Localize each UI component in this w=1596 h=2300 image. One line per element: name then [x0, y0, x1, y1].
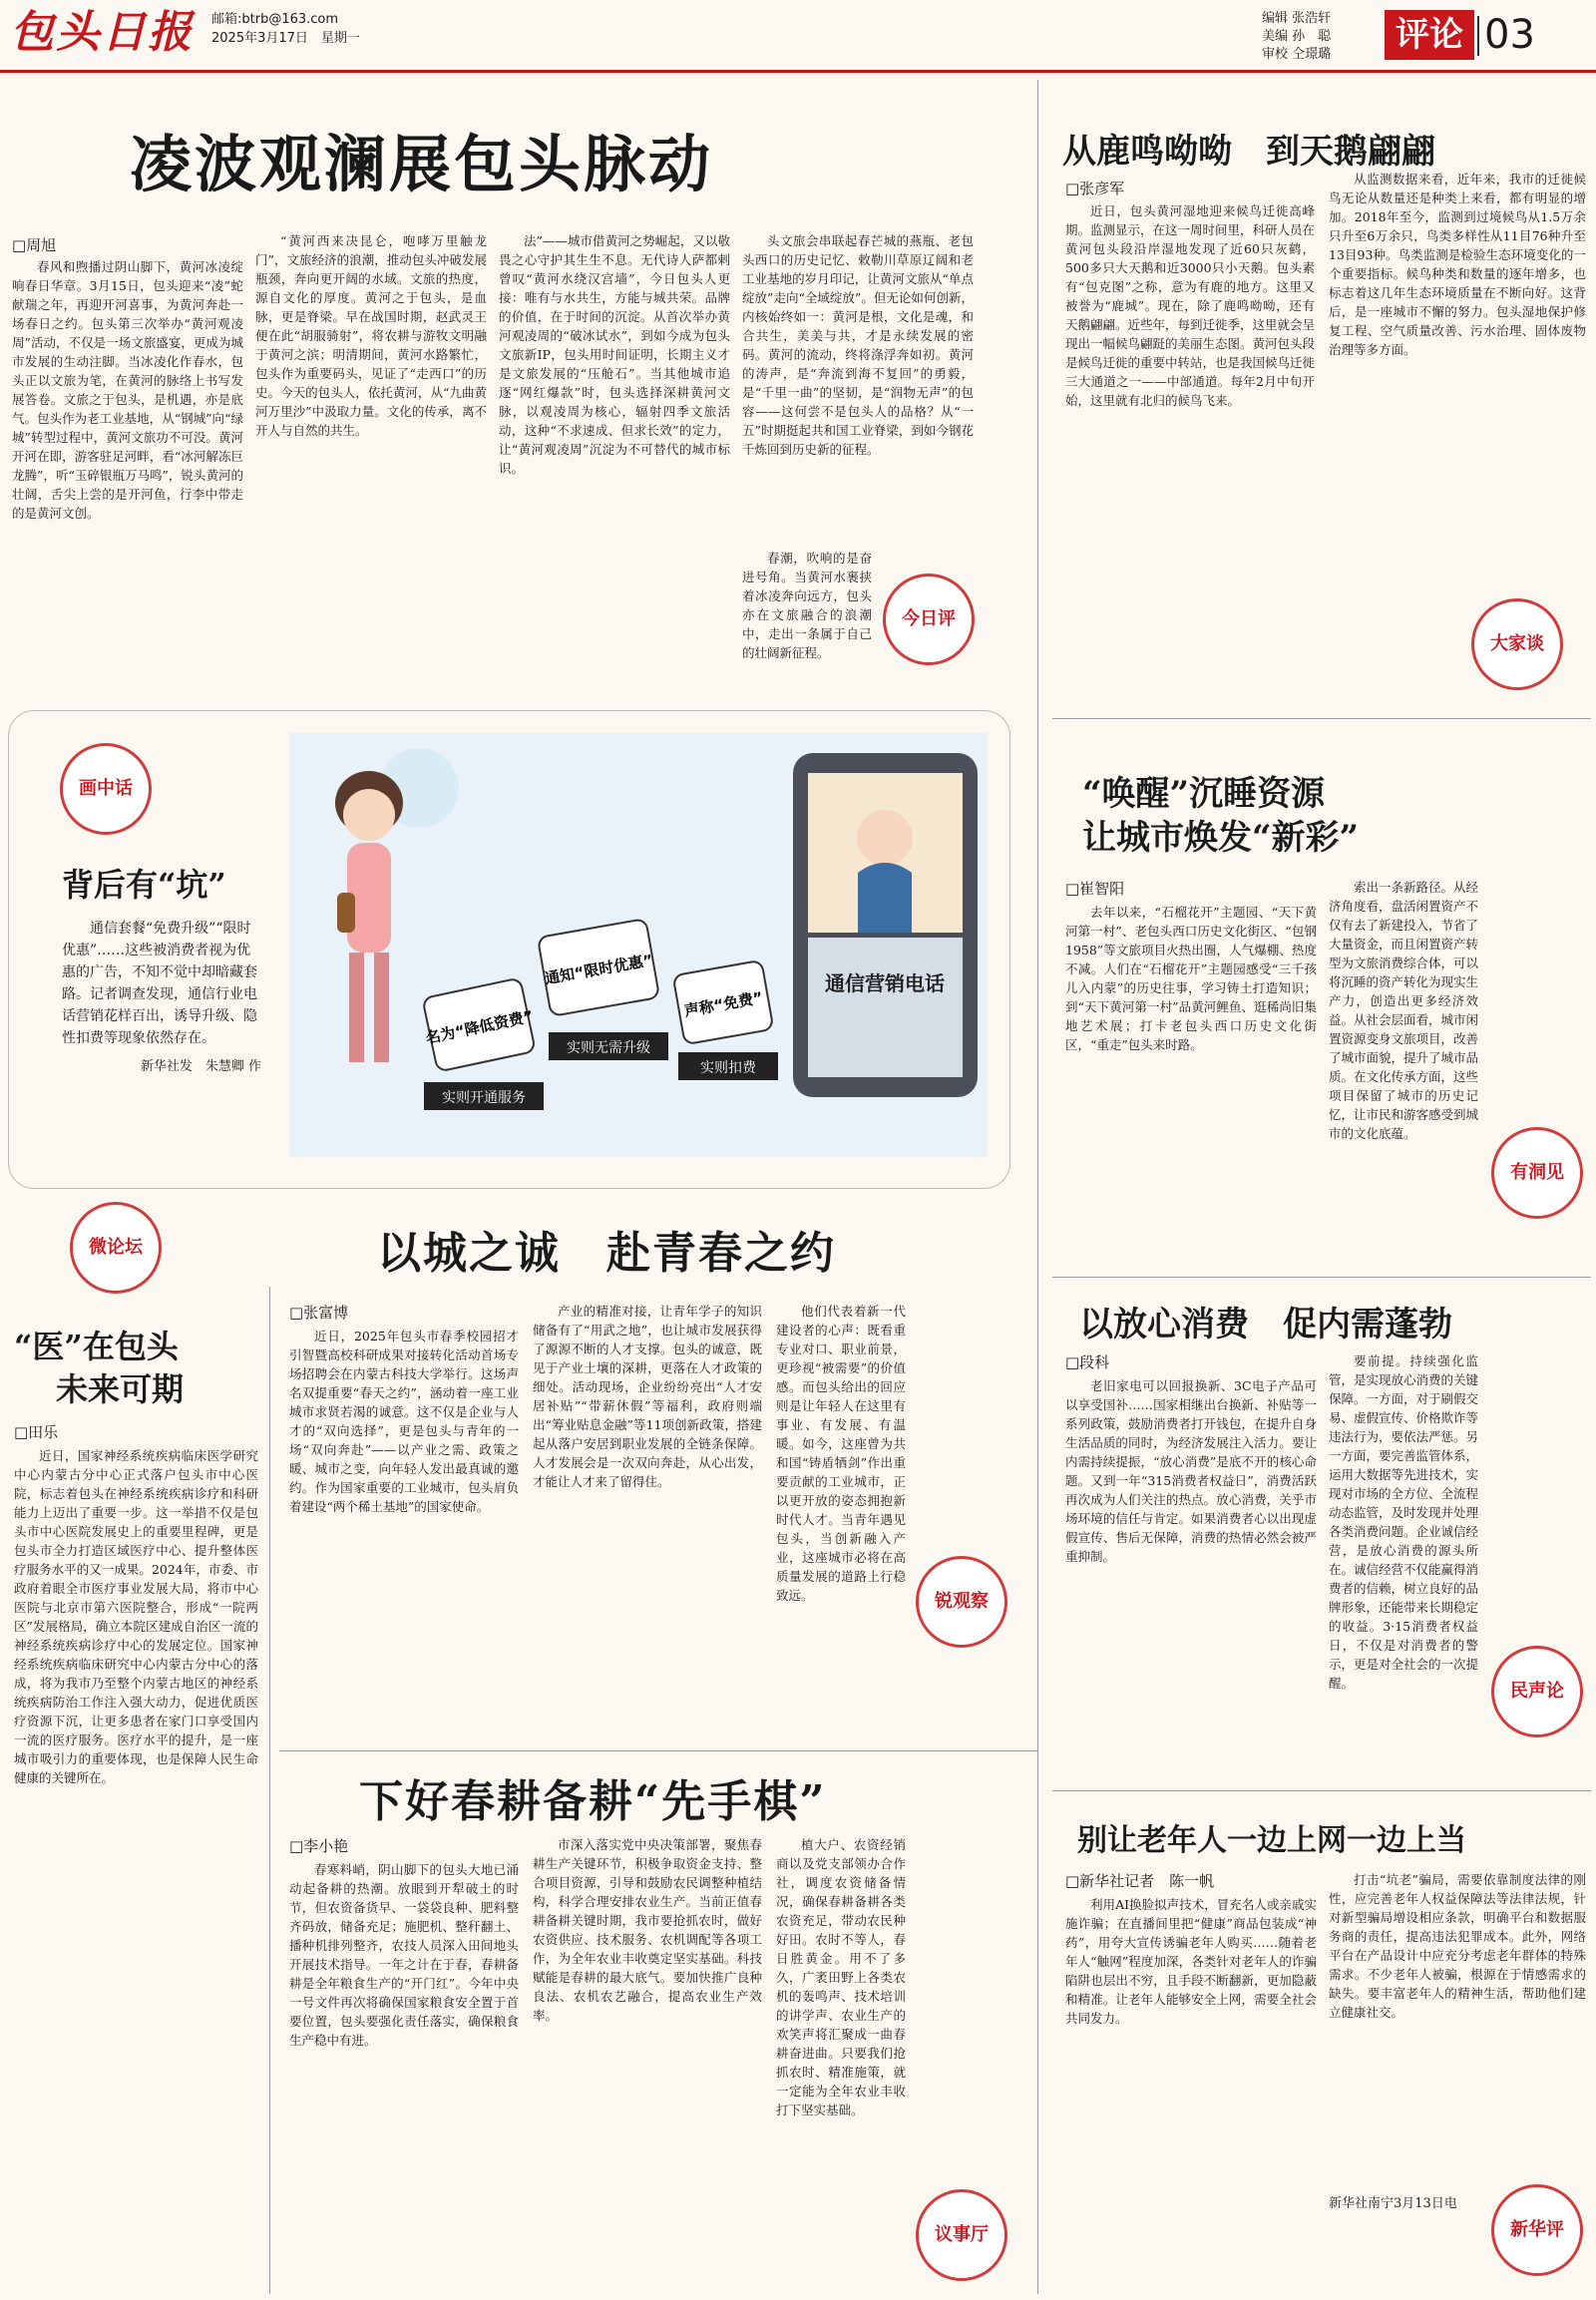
column-divider [269, 1287, 270, 2294]
masthead-date: 2025年3月17日 星期一 [211, 31, 360, 46]
right-article-2-byline: □崔智阳 [1065, 880, 1125, 898]
right-article-1-byline: □张彦军 [1065, 180, 1125, 197]
masthead-info [211, 10, 360, 48]
left-article-title-line1: “医”在包头 [14, 1328, 179, 1365]
right-article-2-title-line1: “唤醒”沉睡资源 [1082, 774, 1326, 814]
masthead-email[interactable]: 邮箱:btrb@163.com [211, 12, 339, 27]
tag-3: 实则扣费 [700, 1060, 756, 1076]
article-4-column-1: 老旧家电可以回报换新、3C电子产品可以享受国补……国家相继出台换新、补贴等一系列政策，鼓励消费者打开钱包，在提升自身生活品质的同时，为经济发展注入活力。要让内需持续提振，“放心消费”是底不开的核心命题。又到一年“315消费者权益日”，消费活跃再次成为人们关注的热点。放心消费，关乎市场环境的信任与肯定。如果消费者心以出现虚假宣传、售后无保障，消费的热情必然会被严重抑制。 [1065, 1378, 1317, 1564]
article-4-column-2: 要前提。持续强化监管，是实现放心消费的关键保障。一方面，对于刷假交易、虚假宣传、价格欺诈等违法行为，要依法严惩。另一方面，要完善监管体系，运用大数据等先进技术，实现对市场的全方位、全流程动态监管，及时发现并处理各类消费问题。企业诚信经营，是放心消费的源头所在。诚信经营不仅能赢得消费者的信赖，树立良好的品牌形象，还能带来长期稳定的收益。3·15消费者权益日，不仅是对消费者的警示，更是对全社会的一次提醒。 [1329, 1353, 1478, 1691]
cartoon-illustration [289, 733, 988, 1157]
article-5-column-3: 植大户、农资经销商以及党支部领办合作社，调度农资储备情况，确保春耕备耕各类农资充足，带动农民种好田。农时不等人，春日胜黄金。用不了多久，广袤田野上各类农机的轰鸣声、技术培训的讲学声、农业生产的欢笑声将汇聚成一曲春耕奋进曲。只要我们抢抓农时、精准施策，就一定能为全年农业丰收打下坚实基础。 [776, 1837, 906, 2117]
main-article-column-5: 春潮，吹响的是奋进号角。当黄河水裹挟着冰凌奔向远方，包头亦在文旅融合的浪潮中，走出一条属于自己的壮阔新征程。 [742, 551, 872, 660]
left-article-byline: □田乐 [14, 1423, 59, 1441]
jinripping-badge-icon: 今日评 [883, 574, 975, 665]
article-6-byline: □新华社记者 陈一帆 [1065, 1872, 1215, 1890]
column-divider [1037, 80, 1038, 2294]
main-article-column-3: 法”——城市借黄河之势崛起，又以敬畏之心守护其生生不息。无代诗人萨都剌曾叹“黄河水绕汉宫墙”，今日包头人更接：唯有与水共生，方能与城共荣。品牌的价值，在于时间的沉淀。从首次举办黄河观凌周的“破冰试水”，到如今成为包头文旅新IP，包头用时间证明，长期主义才是文旅发展的“压舱石”。当其他城市追逐“网红爆款”时，包头选择深耕黄河文脉，以观凌周为核心，辐射四季文旅活动，这种“不求速成、但求长效”的定力，让“黄河观凌周”沉淀为不可替代的城市标识。 [499, 233, 730, 476]
section-label: 评论 [1385, 10, 1474, 60]
article-3-byline: □张富博 [289, 1304, 349, 1322]
main-article-column-1: 春风和煦播过阴山脚下，黄河冰凌绽响春日华章。3月15日，包头迎来“凌”蛇献瑞之年，再迎开河喜事，为黄河奔赴一场春日之约。包头第三次举办“黄河观凌周”活动，不仅是一场文旅盛宴，更成为城市发展的生动注脚。当冰凌化作春水，包头正以文旅为笔，在黄河的脉络上书写发展答卷。文旅之于包头，是机遇，亦是底气。包头作为老工业基地，从“钢城”向“绿城”转型过程中，黄河文旅功不可没。黄河开河在即，游客驻足河畔，看“冰河解冻巨龙腾”，听“玉碎银瓶万马鸣”，锐头黄河的壮阔，舌尖上尝的是开河鱼，行李中带走的是黄河文创。 [12, 259, 243, 521]
page-number: 03 [1484, 12, 1535, 58]
yishiting-badge-icon: 议事厅 [916, 2189, 1007, 2281]
left-article-body: 近日，国家神经系统疾病临床医学研究中心内蒙古分中心正式落户包头市中心医院，标志着包头在神经系统疾病诊疗和科研能力上迈出了重要一步。这一举措不仅是包头市中心医院发展史上的重要里程碑，更是包头市全力打造区域医疗中心、提升整体医疗服务水平的又一成果。2024年，市委、市政府着眼全市医疗事业发展大局，将市中心医院与北京市第六医院整合，形成“一院两区”发展格局，确立本院区建成自治区一流的神经系统疾病诊疗中心的发展定位。国家神经系统疾病临床研究中心内蒙古分中心的落成，将为我市乃至整个内蒙古地区的神经系统疾病防治工作注入强大动力，促进优质医疗资源下沉，让更多患者在家门口享受国内一流的医疗服务。医疗水平的提升，是一座城市吸引力的重要体现，也是保障人民生命健康的关键所在。 [14, 1448, 258, 1785]
main-article-column-2: “黄河西来决昆仑，咆哮万里触龙门”，文旅经济的浪潮，推动包头冲破发展瓶颈，奔向更开阔的水域。文旅的热度，源自文化的厚度。黄河之于包头，是血脉，更是脊梁。早在战国时期，赵武灵王便在此“胡服骑射”，将农耕与游牧文明融于黄河之滨；明清期间，黄河水路繁忙，包头作为重要码头，见证了“走西口”的历史。今天的包头人，依托黄河，从“九曲黄河万里沙”中汲取力量。文化的传承，离不开人与自然的共生。 [255, 233, 487, 438]
right-article-1-column-1: 近日，包头黄河湿地迎来候鸟迁徙高峰期。监测显示，在这一周时间里，科研人员在黄河包头段沿岸湿地发现了近60只灰鹤，500多只大天鹅和近3000只小天鹅。包头素有“包克图”之称，意为有鹿的地方。这里又被誉为“鹿城”。现在，除了鹿鸣呦呦，还有天鹅翩翩。近些年，每到迁徙季，这里就会呈现出一幅候鸟翩跹的美丽生态图。黄河包头段是候鸟迁徙的重要中转站，也是我国候鸟迁徙三大通道之一——中部通道。每年2月中旬开始，这里就有北归的候鸟飞来。 [1065, 203, 1315, 408]
tag-1: 实则开通服务 [442, 1090, 526, 1106]
article-6-title: 别让老年人一边上网一边上当 [1077, 1823, 1466, 1858]
tag-2: 实则无需升级 [567, 1040, 650, 1056]
section-rule [1052, 1277, 1591, 1278]
section-rule [279, 1750, 1037, 1751]
card-2-label: 通知“限时优惠” [543, 951, 654, 988]
booth-label: 通信营销电话 [825, 971, 945, 995]
proofreader-name: 审校 仝璟璐 [1262, 47, 1332, 62]
article-5-column-1: 春寒料峭，阴山脚下的包头大地已涌动起备耕的热潮。放眼到开犁破土的时节，但农资备货早、一袋袋良种、肥料整齐码放，储备充足；施肥机、整秆翻土、播种机排列整齐，农技人员深入田间地头开展技术指导。一年之计在于春，春耕备耕是全年粮食生产的“开门红”。今年中央一号文件再次将确保国家粮食安全置于首要位置，包头要强化责任落实，确保粮食生产稳中有进。 [289, 1862, 519, 2048]
main-article-title: 凌波观澜展包头脉动 [130, 128, 714, 200]
right-article-1-column-2: 从监测数据来看，近年来，我市的迁徙候鸟无论从数量还是种类上来看，都有明显的增加。2018年至今，监测到过境候鸟从1.5万余只升至6万余只，鸟类多样性从11目76种升至13目93种。鸟类监测是检验生态环境变化的一个重要指标。候鸟种类和数量的逐年增多，也标志着这几年生态环境质量在不断向好。这背后，是一座城市不懈的努力。包头湿地保护修复工程、空气质量改善、污水治理、固体废物治理等多方面。 [1329, 172, 1586, 357]
article-6-column-1: 利用AI换脸拟声技术，冒充名人或亲戚实施诈骗；在直播间里把“健康”商品包装成“神药”，用夸大宣传诱骗老年人购买……随着老年人“触网”程度加深，各类针对老年人的诈骗陷阱也层出不穷，且手段不断翻新，更加隐蔽和精准。让老年人能够安全上网，需要全社会共同发力。 [1065, 1897, 1317, 2026]
article-5-column-2: 市深入落实党中央决策部署，聚焦春耕生产关键环节，积极争取资金支持、整合项目资源，引导和鼓励农民调整种植结构，科学合理安排农业生产。当前正值春耕备耕关键时期，我市要抢抓农时，做好农资供应、技术服务、农机调配等各项工作，为全年农业丰收奠定坚实基础。科技赋能是春耕的最大底气。要加快推广良种良法、农机农艺融合，提高农业生产效率。 [533, 1837, 762, 2023]
cartoon-credit: 新华社发 朱慧卿 作 [140, 1059, 261, 1074]
cartoon-caption: 通信套餐“免费升级”“限时优惠”……这些被消费者视为优惠的广告，不知不觉中却暗藏套路。记者调查发现，通信行业电话营销花样百出，诱导升级、隐性扣费等现象依然存在。 新华社发 朱慧卿 作 [62, 921, 261, 1074]
masthead-rule [0, 70, 1596, 73]
article-5-title: 下好春耕备耕“先手棋” [359, 1776, 827, 1827]
section-divider [1477, 16, 1479, 56]
right-article-1-title: 从鹿鸣呦呦 到天鹅翩翩 [1062, 132, 1435, 172]
phone-booth [793, 753, 978, 1097]
dajiatan-badge-icon: 大家谈 [1471, 598, 1563, 690]
article-6-dateline: 新华社南宁3月13日电 [1329, 2196, 1457, 2211]
cartoon-title: 背后有“坑” [62, 866, 226, 904]
editor-credits [1262, 10, 1331, 64]
article-3-column-2: 产业的精准对接，让青年学子的知识储备有了“用武之地”，也让城市发展获得了源源不断的人才支撑。包头的诚意，既见于产业土壤的深耕，更落在人才政策的细处。活动现场，企业纷纷亮出“人才安居补贴”“带薪休假”等福利，政府则端出“筹业贴息金融”等11项创新政策，搭建起从落户安居到职业发展的全链条保障。人才发展会是一次双向奔赴，从心出发，才能让人才来了留得住。 [533, 1304, 762, 1489]
ruiguancha-badge-icon: 锐观察 [916, 1556, 1007, 1648]
article-4-byline: □段科 [1065, 1353, 1110, 1371]
minshenglun-badge-icon: 民声论 [1491, 1646, 1583, 1737]
weiluntan-badge-icon: 微论坛 [70, 1202, 162, 1294]
article-3-column-3: 他们代表着新一代建设者的心声：既看重专业对口、职业前景，更珍视“被需要”的价值感。而包头给出的回应则是让年轻人在这里有事业、有发展、有温暖。如今，这座曾为共和国“铸盾牺剑”作出重要贡献的工业城市，正以更开放的姿态拥抱新时代人才。当青年遇见包头，当创新融入产业，这座城市必将在高质量发展的道路上行稳致远。 [776, 1304, 906, 1603]
section-rule [1052, 1790, 1591, 1791]
article-4-title: 以放心消费 促内需蓬勃 [1079, 1305, 1452, 1344]
article-3-title: 以城之诚 赴青春之约 [377, 1228, 836, 1279]
card-3 [673, 960, 774, 1045]
article-3-column-1: 近日，2025年包头市春季校园招才引智暨高校科研成果对接转化活动首场专场招聘会在内蒙古科技大学举行。这场声名双提重要“春天之约”，涵动着一座工业城市求贤若渴的诚意。这不仅是企业与人才的“双向选择”，更是包头与青年的一场“双向奔赴”——以产业之需、政策之暖、城市之变，向年轻人发出最真诚的邀约。作为国家重要的工业城市，包头肩负着建设“两个稀土基地”的国家使命。 [289, 1329, 519, 1514]
right-article-2-title-line2: 让城市焕发“新彩” [1082, 818, 1360, 858]
designer-name: 美编 孙 聪 [1262, 29, 1332, 44]
card-3-label: 声称“免费” [682, 988, 765, 1020]
newspaper-logo: 包头日报 [10, 7, 194, 58]
left-article-title-line2: 未来可期 [56, 1370, 185, 1408]
editor-name: 编辑 张浩轩 [1262, 11, 1332, 26]
section-rule [1052, 718, 1591, 719]
xinhuaping-badge-icon: 新华评 [1491, 2184, 1583, 2276]
article-6-column-2: 打击“坑老”骗局，需要依靠制度法律的刚性，应完善老年人权益保障法等法律法规，针对新型骗局增设相应条款，明确平台和数据服务商的责任，提高违法犯罪成本。此外，网络平台在产品设计中应充分考虑老年群体的特殊需求。不少老年人被骗，根源在于情感需求的缺失。要丰富老年人的精神生活，帮助他们建立健康社交。 [1329, 1872, 1586, 2020]
card-1-label: 名为“降低资费” [424, 1006, 536, 1048]
main-article-byline: □周旭 [12, 236, 57, 254]
main-article-column-4: 头文旅会串联起春芒城的燕瓶、老包头西口的历史记忆、敕勒川草原辽阔和老工业基地的岁月印记，让黄河文旅从“单点绽放”走向“全域绽放”。但无论如何创新，内核始终如一：黄河是根，文化是魂，和合共生，美美与共，才是永续发展的密码。黄河的流动，终将涤浮奔如初。黄河的涛声，是“奔流到海不复回”的勇毅，是“千里一曲”的坚韧，是“润物无声”的包容——这何尝不是包头人的品格？从“一五”时期挺起共和国工业脊梁，到如今钢花千炼回到历史新的征程。 [742, 233, 974, 457]
huazhonghua-badge-icon: 画中话 [60, 743, 152, 835]
article-5-byline: □李小艳 [289, 1837, 349, 1855]
right-article-2-column-1: 去年以来，“石榴花开”主题园、“天下黄河第一村”、老包头西口历史文化街区、“包钢1958”等文旅项目火热出圈，人气爆棚、热度不减。人们在“石榴花开”主题园感受“三千孩儿入内蒙”的历史往事，学习铸土打造知识；到“天下黄河第一村”品黄河鲤鱼、逛稀尚旧集地艺术展；打卡老包头西口历史文化街区，“重走”包头来时路。 [1065, 905, 1317, 1052]
right-article-2-column-2: 索出一条新路径。从经济角度看，盘活闲置资产不仅有去了新建投入，节省了大量资金，而且闲置资产转型为文旅消费综合体，可以将沉睡的资产转化为现实生产力，创造出更多经济效益。从社会层面看，城市闲置资源变身文旅项目，改善了城市面貌，提升了城市品质。在文化传承方面，这些项目保留了城市的历史记忆，让市民和游客感受到城市的文化底蕴。 [1329, 880, 1478, 1141]
youdongjian-badge-icon: 有洞见 [1491, 1127, 1583, 1219]
